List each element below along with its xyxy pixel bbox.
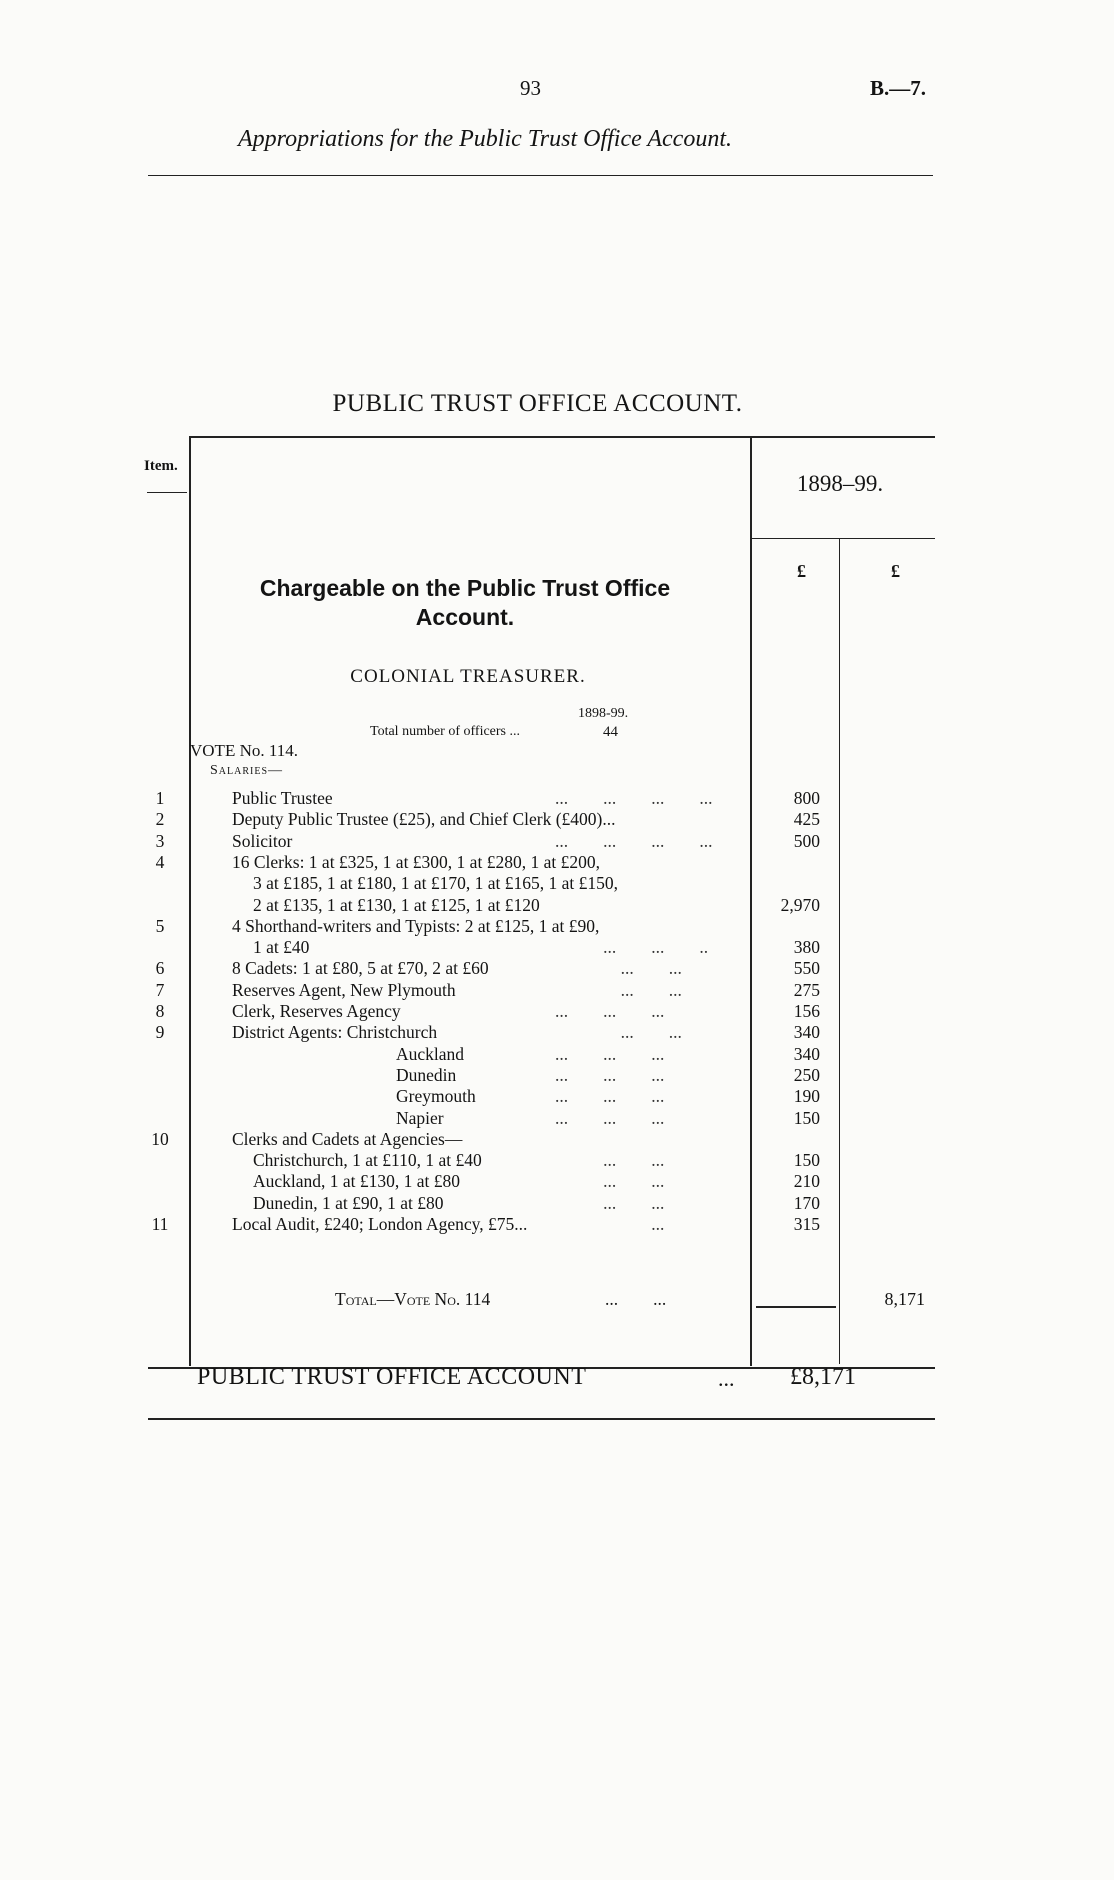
item-description: Deputy Public Trustee (£25), and Chief Clerk (£400)... <box>232 809 616 830</box>
item-number: 9 <box>155 1022 165 1043</box>
officers-year: 1898-99. <box>578 706 629 721</box>
item-number: 5 <box>155 915 165 936</box>
document-code: B.—7. <box>870 76 927 100</box>
table-row <box>0 980 1114 1001</box>
department-heading: COLONIAL TREASURER. <box>350 666 586 687</box>
item-amount: 275 <box>793 979 820 1000</box>
vote-total-amount: 8,171 <box>884 1289 925 1309</box>
item-number: 1 <box>155 788 165 808</box>
vote-total-dots: ... ... <box>605 1289 667 1309</box>
table-row <box>0 958 1114 979</box>
table-row <box>0 809 1114 830</box>
item-description: Clerk, Reserves Agency <box>232 1001 401 1021</box>
item-description: 2 at £135, 1 at £130, 1 at £125, 1 at £120 <box>253 894 540 915</box>
item-amount: 150 <box>793 1107 820 1128</box>
footer-label: PUBLIC TRUST OFFICE ACCOUNT <box>197 1364 587 1390</box>
subtotal-currency-label: £ <box>797 561 806 581</box>
table-row <box>0 1171 1114 1192</box>
item-description: Auckland, 1 at £130, 1 at £80 <box>253 1171 461 1192</box>
section-heading-line: Chargeable on the Public Trust Office <box>259 575 671 601</box>
page-subtitle: Appropriations for the Public Trust Office Account. <box>238 126 732 152</box>
table-row <box>0 1150 1114 1171</box>
footer-bottom-rule <box>148 1418 935 1420</box>
item-amount: 500 <box>793 830 820 851</box>
item-number: 11 <box>151 1214 169 1234</box>
item-description: Auckland <box>396 1043 465 1064</box>
item-description: District Agents: Christchurch <box>232 1022 438 1043</box>
officers-count: 44 <box>603 724 618 740</box>
item-description: 1 at £40 <box>253 937 310 958</box>
table-row <box>0 937 1114 958</box>
item-amount: 340 <box>793 1022 820 1043</box>
leader-dots: ... ... ... ... <box>555 830 713 851</box>
item-amount: 170 <box>793 1192 820 1213</box>
item-number: 8 <box>155 1001 165 1021</box>
total-currency-label: £ <box>891 561 900 581</box>
item-description: Reserves Agent, New Plymouth <box>232 979 456 1000</box>
item-amount: 550 <box>793 958 820 979</box>
table-row <box>0 873 1114 894</box>
item-number: 10 <box>151 1128 169 1149</box>
item-column-header: Item. <box>144 458 178 474</box>
leader-dots: ... ... <box>555 958 682 979</box>
table-row <box>0 852 1114 873</box>
item-amount: 156 <box>793 1001 820 1021</box>
table-row <box>0 916 1114 937</box>
item-description: 8 Cadets: 1 at £80, 5 at £70, 2 at £60 <box>232 958 489 979</box>
leader-dots: ... ... ... <box>555 1064 665 1085</box>
item-number: 6 <box>155 958 165 979</box>
table-row <box>0 895 1114 916</box>
table-top-rule <box>190 436 935 438</box>
year-column-header: 1898–99. <box>796 471 884 496</box>
item-description: Local Audit, £240; London Agency, £75... <box>232 1214 528 1234</box>
item-amount: 340 <box>793 1043 820 1064</box>
item-number: 4 <box>155 851 165 872</box>
footer-dots: ... <box>718 1366 735 1391</box>
item-description: Dunedin <box>396 1064 457 1085</box>
salaries-heading: Salaries— <box>210 763 284 778</box>
item-amount: 150 <box>793 1150 820 1171</box>
item-amount: 2,970 <box>780 894 820 915</box>
item-description: Public Trustee <box>232 788 333 808</box>
leader-dots: ... <box>555 1214 665 1234</box>
page-number: 93 <box>520 76 541 100</box>
vote-total-label: Total—Vote No. 114 <box>335 1289 491 1309</box>
item-description: Dunedin, 1 at £90, 1 at £80 <box>253 1192 444 1213</box>
officers-label: Total number of officers ... <box>370 724 520 739</box>
item-amount: 315 <box>793 1214 820 1234</box>
table-row <box>0 1108 1114 1129</box>
header-rule <box>148 175 933 176</box>
table-row <box>0 1001 1114 1022</box>
item-number: 3 <box>155 830 165 851</box>
leader-dots: ... ... .. <box>555 937 709 958</box>
section-heading <box>215 574 715 632</box>
leader-dots: ... ... <box>555 1192 665 1213</box>
leader-dots: ... ... ... ... <box>555 788 713 808</box>
item-amount: 250 <box>793 1064 820 1085</box>
table-row <box>0 788 1114 809</box>
table-row <box>0 1086 1114 1107</box>
item-header-underline <box>147 492 187 493</box>
leader-dots: ... ... ... <box>555 1107 665 1128</box>
leader-dots: ... ... <box>555 1022 682 1043</box>
item-amount: 425 <box>793 809 820 830</box>
item-number: 7 <box>155 979 165 1000</box>
leader-dots: ... ... <box>555 1171 665 1192</box>
leader-dots: ... ... ... <box>555 1043 665 1064</box>
leader-dots: ... ... ... <box>555 1001 665 1021</box>
table-row <box>0 1044 1114 1065</box>
item-amount: 380 <box>793 937 820 958</box>
section-heading-line: Account. <box>415 604 515 630</box>
item-description: Greymouth <box>396 1086 476 1107</box>
item-amount: 190 <box>793 1086 820 1107</box>
footer-amount: £8,171 <box>790 1364 856 1390</box>
leader-dots: ... ... <box>555 979 682 1000</box>
item-amount: 800 <box>793 788 820 808</box>
leader-dots: ... ... ... <box>555 1086 665 1107</box>
vote-heading: VOTE No. 114. <box>190 741 298 760</box>
page-title: PUBLIC TRUST OFFICE ACCOUNT. <box>332 390 743 417</box>
table-row <box>0 1214 1114 1235</box>
table-row <box>0 831 1114 852</box>
year-header-rule <box>751 538 935 539</box>
table-row <box>0 1193 1114 1214</box>
item-description: 4 Shorthand-writers and Typists: 2 at £125, 1 at £90, <box>232 915 600 936</box>
item-description: 3 at £185, 1 at £180, 1 at £170, 1 at £165, 1 at £150, <box>253 873 619 894</box>
item-description: Christchurch, 1 at £110, 1 at £40 <box>253 1150 482 1171</box>
subtotal-rule <box>756 1306 836 1308</box>
table-row <box>0 1022 1114 1043</box>
item-amount: 210 <box>793 1171 820 1192</box>
item-description: Napier <box>396 1107 444 1128</box>
table-row <box>0 1065 1114 1086</box>
item-description: Clerks and Cadets at Agencies— <box>232 1128 463 1149</box>
table-row <box>0 1129 1114 1150</box>
item-description: Solicitor <box>232 830 293 851</box>
item-number: 2 <box>155 809 165 830</box>
leader-dots: ... ... <box>555 1150 665 1171</box>
item-description: 16 Clerks: 1 at £325, 1 at £300, 1 at £280, 1 at £200, <box>232 851 600 872</box>
